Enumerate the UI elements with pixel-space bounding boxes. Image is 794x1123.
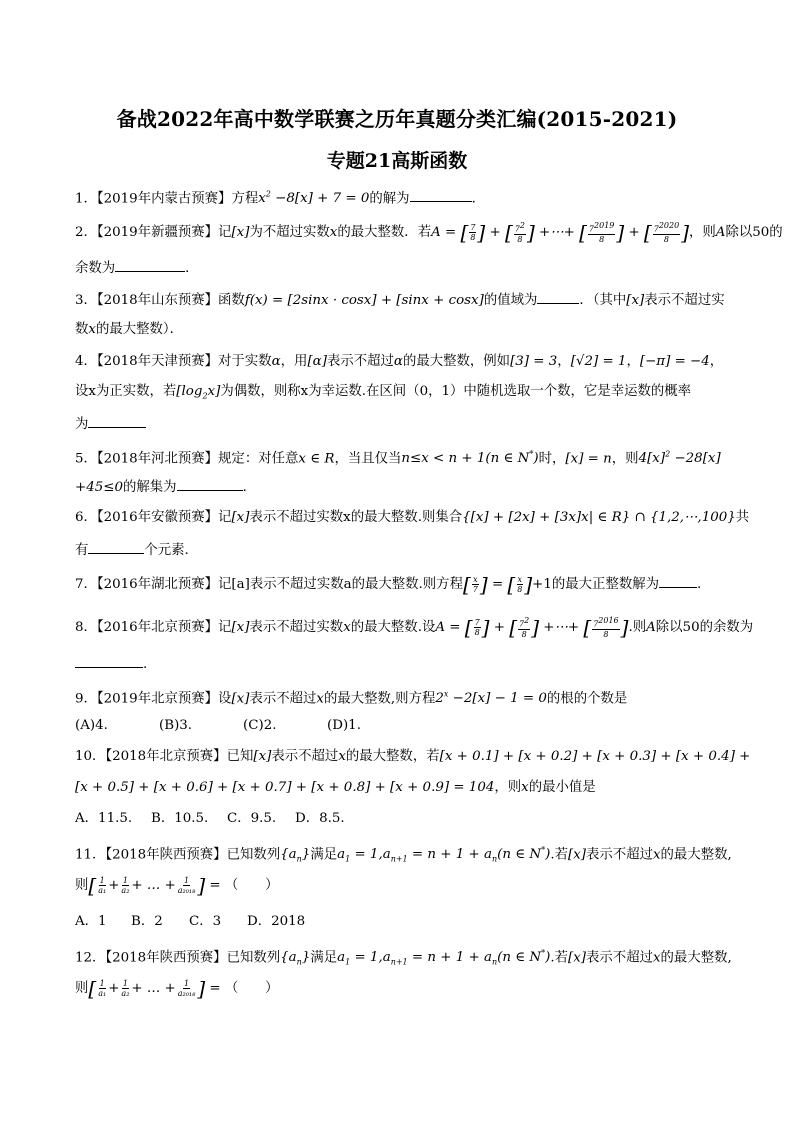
question-10-cont xyxy=(75,779,596,797)
answer-blank xyxy=(537,290,579,304)
question-text: 的最小值是 xyxy=(528,780,596,795)
question-text: 数 xyxy=(75,322,89,337)
question-number: 2． xyxy=(75,224,97,240)
question-text: ，当且仅当 xyxy=(334,451,402,467)
option-b: B．10.5. xyxy=(151,811,209,826)
punct: ． xyxy=(471,191,485,207)
answer-blank xyxy=(88,540,144,554)
question-number: 10． xyxy=(75,749,106,764)
question-text: 为偶数，则称x为幸运数.在区间（0，1）中随机选取一个数，它是幸运数的概率 xyxy=(220,384,692,399)
question-text: ，则 xyxy=(494,780,522,795)
question-text: 的最大整数.设 xyxy=(350,619,436,635)
sum-expression: [x + 0.1] + [x + 0.2] + [x + 0.3] + [x + 0.4] + xyxy=(439,749,751,764)
option-d: D．8.5. xyxy=(295,811,345,826)
question-source: 【2018年陕西预赛】 xyxy=(105,847,227,863)
question-source: 【2018年陕西预赛】 xyxy=(105,950,227,966)
question-text: 函数 xyxy=(218,293,245,308)
sequence: $\{a_n\}$ xyxy=(280,847,311,865)
answer-blank xyxy=(410,188,472,202)
question-text: 时， xyxy=(538,451,566,467)
question-number: 1． xyxy=(75,191,97,207)
question-10 xyxy=(75,748,750,766)
question-text: 表示不超过 xyxy=(326,354,394,369)
question-9 xyxy=(75,686,627,708)
option-a: A．1 xyxy=(75,914,107,929)
question-8-cont xyxy=(75,654,147,674)
equation: [ $\frac{x}{7}$ ] = [ $\frac{x}{8}$ ] xyxy=(462,572,533,597)
question-source: 【2016年安徽预赛】 xyxy=(96,510,219,525)
option-b: (B)3. xyxy=(159,718,193,733)
math-alpha: α xyxy=(271,354,281,369)
question-text: 则 xyxy=(75,878,89,893)
question-12-cont xyxy=(75,976,279,1001)
question-text: 表示不超过实数 xyxy=(249,619,344,635)
question-11 xyxy=(75,842,732,869)
question-text: .若 xyxy=(550,847,569,863)
punct: ， xyxy=(709,354,724,369)
option-b: B．2 xyxy=(131,914,163,929)
question-text: ．（其中 xyxy=(579,293,627,308)
question-text: 方程 xyxy=(231,191,259,207)
question-7 xyxy=(75,572,702,597)
math-bracket-x: [x] xyxy=(231,510,250,525)
question-text: 设x为正实数，若 xyxy=(75,384,177,399)
question-text: 满足 xyxy=(310,950,338,966)
math-x: x xyxy=(88,322,96,337)
question-8 xyxy=(75,616,753,639)
example-3: [−π] = −4 xyxy=(639,354,710,369)
question-text: 的解为 xyxy=(369,191,410,207)
question-source: 【2019年新疆预赛】 xyxy=(96,224,219,240)
question-text: 的最大整数, xyxy=(660,950,732,966)
math-A: A xyxy=(715,224,726,240)
question-2-cont xyxy=(75,258,199,278)
example-1: [3] = 3 xyxy=(510,354,558,369)
question-text: 记[a]表示不超过实数a的最大整数.则方程 xyxy=(218,577,463,592)
option-d: (D)1. xyxy=(327,718,361,733)
question-text: ，则 xyxy=(611,451,639,467)
question-number: 12． xyxy=(75,950,106,966)
question-text: 记 xyxy=(218,224,232,240)
question-1 xyxy=(75,186,485,208)
question-number: 5． xyxy=(75,451,97,467)
answer-blank xyxy=(177,477,243,491)
question-text: 的值域为 xyxy=(483,293,538,308)
question-text: 的最大整数）． xyxy=(95,322,183,337)
question-text: 的解集为 xyxy=(123,480,177,495)
math-bracket-alpha: [α] xyxy=(307,354,327,369)
question-text: .若 xyxy=(550,950,569,966)
question-number: 3． xyxy=(75,293,97,308)
question-number: 9． xyxy=(75,691,97,707)
question-text: 的最大整数，若 xyxy=(345,749,440,764)
question-6-cont xyxy=(75,540,189,560)
question-4-cont2 xyxy=(75,414,146,434)
question-text: 满足 xyxy=(310,847,338,863)
formula-A: A = [ $\frac{7}{8}$ ] + [ $\frac{7^2}{8}$ ] +⋯+ [ $\frac{7^{2016}}{8}$ ] xyxy=(435,615,629,640)
function-formula: f(x) = [2sinx · cosx] + [sinx + cosx] xyxy=(244,293,484,308)
question-text: 规定：对任意 xyxy=(218,451,299,467)
question-2 xyxy=(75,221,783,244)
question-11-options xyxy=(75,913,305,931)
sum-expression-cont: [x + 0.5] + [x + 0.6] + [x + 0.7] + [x + 0.8] + [x + 0.9] = 104 xyxy=(75,780,495,795)
question-text: 表示不超过 xyxy=(249,691,317,707)
math-alpha: α xyxy=(393,354,403,369)
math-x: x xyxy=(329,224,338,240)
question-text: 表示不超过实数x的最大整数.则集合 xyxy=(249,510,463,525)
option-a: (A)4. xyxy=(75,718,108,733)
punct: . xyxy=(143,657,148,672)
question-3 xyxy=(75,290,725,310)
punct: ． xyxy=(242,480,256,495)
math-bracket-x: [x] xyxy=(568,950,587,966)
equation: [x] = n xyxy=(565,451,612,467)
question-text: 记 xyxy=(218,619,232,635)
answer-blank xyxy=(88,414,146,428)
question-text: （ ） xyxy=(224,981,279,996)
question-text: 共 xyxy=(735,510,750,525)
question-5 xyxy=(75,446,721,468)
math-bracket-x: [x] xyxy=(626,293,645,308)
question-text: 已知数列 xyxy=(226,950,281,966)
equation: $2^x -2[x] - 1 = 0$ xyxy=(435,690,547,707)
math-x: x xyxy=(343,619,351,635)
inequality: $4[x]^2 -28[x]$ xyxy=(638,450,721,467)
question-text: 除以50的余数为 xyxy=(655,619,754,635)
punct: ， xyxy=(626,354,640,369)
math-bracket-x: [x] xyxy=(568,847,587,863)
equation: $x^2 -8[x] + 7 = 0$ xyxy=(258,190,370,207)
question-number: 11． xyxy=(75,847,106,863)
answer-blank xyxy=(659,574,697,588)
option-a: A．11.5. xyxy=(75,811,133,826)
question-text: 对于实数 xyxy=(218,354,272,369)
sum-formula: [ $\frac{1}{\text{a₁}}$ + $\frac{1}{\text{a₂}}$ + … + $\frac{1}{\text{a₂₀₁₈}}$ ] = xyxy=(88,976,225,1001)
punct: ， xyxy=(557,354,571,369)
question-source: 【2018年河北预赛】 xyxy=(96,451,219,467)
math-x: x xyxy=(316,691,324,707)
question-text: 记 xyxy=(218,510,232,525)
math-bracket-x: [x] xyxy=(231,691,250,707)
condition: n≤x < n + 1(n ∈ N*) xyxy=(401,450,539,467)
question-source: 【2018年北京预赛】 xyxy=(105,749,227,764)
question-11-cont xyxy=(75,873,279,898)
question-4-cont xyxy=(75,383,691,406)
answer-blank xyxy=(75,654,143,668)
punct: . xyxy=(697,577,702,592)
question-number: 7． xyxy=(75,577,97,592)
question-number: 8． xyxy=(75,619,97,635)
recurrence: $a_1 = 1,a_{n+1} = n + 1 + a_n(n$ ∈ N*) xyxy=(337,846,551,865)
example-2: [√2] = 1 xyxy=(570,354,627,369)
math-bracket-x: [x] xyxy=(231,619,250,635)
document-title: 备战2022年高中数学联赛之历年真题分类汇编(2015-2021) xyxy=(116,107,678,131)
math-x: x xyxy=(338,749,346,764)
question-text: 个元素. xyxy=(144,543,189,558)
question-5-cont xyxy=(75,477,256,497)
option-c: C．3 xyxy=(189,914,222,929)
question-text: 表示不超过 xyxy=(586,847,653,863)
question-text: 的最大整数, xyxy=(660,847,732,863)
question-text: 已知数列 xyxy=(226,847,281,863)
question-source: 【2019年内蒙古预赛】 xyxy=(96,191,232,207)
question-text: ，用 xyxy=(280,354,308,369)
question-text: 表示不超过实 xyxy=(644,293,725,308)
math-x: x xyxy=(521,780,529,795)
question-text: 的根的个数是 xyxy=(546,691,628,707)
question-source: 【2016年北京预赛】 xyxy=(96,619,219,635)
math-bracket-x: [x] xyxy=(253,749,272,764)
question-9-options xyxy=(75,717,361,735)
question-10-options xyxy=(75,810,345,828)
log-expression: $[\log_2x]$ xyxy=(176,384,221,401)
question-text: +1的最大正整数解为 xyxy=(532,577,660,592)
math-bracket-x: [x] xyxy=(231,224,250,240)
option-c: (C)2. xyxy=(243,718,277,733)
question-3-cont xyxy=(75,321,183,339)
sum-formula: [ $\frac{1}{\text{a₁}}$ + $\frac{1}{\text{a₂}}$ + … + $\frac{1}{\text{a₂₀₁₈}}$ ] = xyxy=(88,873,225,898)
question-text: （ ） xyxy=(224,878,279,893)
inequality-cont: +45≤0 xyxy=(75,480,123,495)
answer-blank xyxy=(115,258,185,272)
question-source: 【2018年山东预赛】 xyxy=(96,293,219,308)
formula-A: A = [ $\frac{7}{8}$ ] + [ $\frac{7^2}{8}$ ] +⋯+ [ $\frac{7^{2019}}{8}$ ] + [ $\frac{7^{2020}}{8}$ ] xyxy=(431,220,689,245)
math-A: A xyxy=(646,619,656,635)
option-c: C．9.5. xyxy=(227,811,277,826)
question-number: 6． xyxy=(75,510,97,525)
question-text: 除以50的 xyxy=(725,224,783,240)
question-text: 设 xyxy=(218,691,232,707)
question-text: 余数为 xyxy=(75,261,116,276)
punct: ． xyxy=(185,261,199,276)
question-text: .则 xyxy=(628,619,647,635)
question-text: 表示不超过 xyxy=(586,950,653,966)
question-text: 的最大整数．若 xyxy=(337,224,432,240)
set-expression: {[x] + [2x] + [3x]x| ∈ R} ∩ {1,2,⋯,100} xyxy=(462,510,736,525)
question-text: 有 xyxy=(75,543,89,558)
question-text: 为不超过实数 xyxy=(249,224,330,240)
question-source: 【2019年北京预赛】 xyxy=(96,691,219,707)
sequence: $\{a_n\}$ xyxy=(280,950,311,968)
option-d: D．2018 xyxy=(247,914,306,929)
math-x-in-R: x ∈ R xyxy=(298,451,335,467)
question-text: 已知 xyxy=(226,749,254,764)
question-text: 的最大整数,则方程 xyxy=(323,691,436,707)
question-source: 【2016年湖北预赛】 xyxy=(96,577,219,592)
math-x: x xyxy=(652,847,661,863)
question-12 xyxy=(75,945,732,972)
question-source: 【2018年天津预赛】 xyxy=(96,354,219,369)
recurrence: $a_1 = 1,a_{n+1} = n + 1 + a_n(n$ ∈ N*) xyxy=(337,949,551,968)
question-text: 的最大整数，例如 xyxy=(402,354,511,369)
question-text: 表示不超过 xyxy=(271,749,339,764)
question-4 xyxy=(75,353,723,371)
question-text: 则 xyxy=(75,981,89,996)
math-x: x xyxy=(652,950,661,966)
question-6 xyxy=(75,509,749,527)
topic-title: 专题21高斯函数 xyxy=(326,150,468,172)
question-text: ，则 xyxy=(689,224,716,240)
question-number: 4． xyxy=(75,354,97,369)
question-text: 为 xyxy=(75,417,89,432)
